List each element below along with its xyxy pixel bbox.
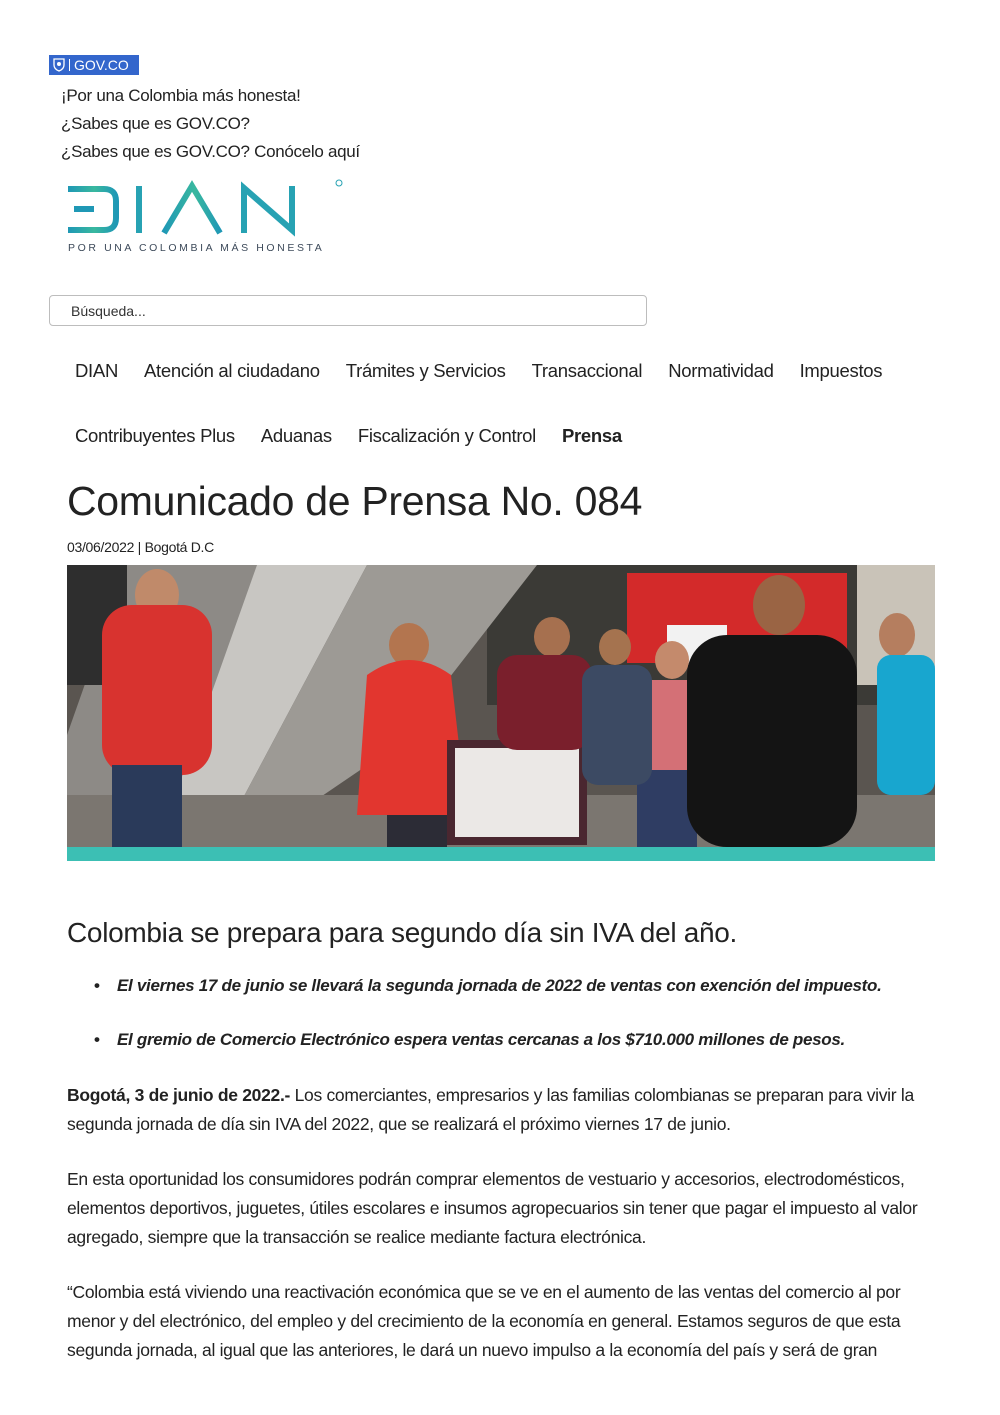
nav-item-contribuyentes-plus[interactable]: Contribuyentes Plus — [75, 425, 235, 446]
article-paragraph-1 — [67, 1081, 942, 1139]
paragraph-lead: Bogotá, 3 de junio de 2022.- — [67, 1085, 291, 1105]
nav-item-dian[interactable]: DIAN — [75, 360, 118, 381]
gov-banner-text — [61, 82, 360, 166]
nav-item-aduanas[interactable]: Aduanas — [260, 425, 332, 446]
page-title: Comunicado de Prensa No. 084 — [67, 478, 643, 524]
nav-item-fiscalizacion-control[interactable]: Fiscalización y Control — [357, 425, 536, 446]
nav-item-atencion-ciudadano[interactable]: Atención al ciudadano — [144, 360, 320, 381]
badge-separator — [69, 59, 70, 71]
nav-item-prensa[interactable]: Prensa — [561, 425, 622, 446]
nav-item-transaccional[interactable]: Transaccional — [531, 360, 643, 381]
nav-item-impuestos[interactable]: Impuestos — [799, 360, 883, 381]
hero-accent-bar — [67, 847, 935, 861]
article-dateline: 03/06/2022 | Bogotá D.C — [67, 539, 214, 555]
hero-image — [67, 565, 935, 847]
logo-tagline: POR UNA COLOMBIA MÁS HONESTA — [68, 242, 325, 254]
main-nav-row-2 — [75, 425, 648, 447]
gov-question: ¿Sabes que es GOV.CO? — [61, 114, 250, 133]
highlight-item: • El gremio de Comercio Electrónico espera ventas cercanas a los $710.000 millones de pesos. — [94, 1026, 882, 1080]
article-paragraph-3: “Colombia está viviendo una reactivación económica que se ve en el aumento de las ventas del comercio al por menor y del electrónico, del empleo y del crecimiento de la economía en general. Estamos seguros de que esta segunda jornada, al igual que las anteriores, le dará un nuevo impulso a la economía del país y será de gran — [67, 1282, 901, 1360]
article-headline: Colombia se prepara para segundo día sin IVA del año. — [67, 917, 738, 948]
paragraph-body: Los comerciantes, empresarios y las familias colombianas se preparan para vivir la segunda jornada de día sin IVA del 2022, que se realizará el próximo viernes 17 de junio. — [67, 1085, 914, 1134]
nav-item-normatividad[interactable]: Normatividad — [668, 360, 774, 381]
colombia-shield-icon — [52, 58, 66, 72]
search-input[interactable] — [49, 295, 647, 326]
highlights-list — [94, 972, 882, 1080]
highlight-item: • El viernes 17 de junio se llevará la segunda jornada de 2022 de ventas con exención del impuesto. — [94, 972, 882, 1026]
article-paragraph-2: En esta oportunidad los consumidores podrán comprar elementos de vestuario y accesorios, electrodomésticos, elementos deportivos, juguetes, útiles escolares e insumos agropecuarios sin tener que pagar el impuesto al valor agregado, siempre que la transacción se realice mediante factura electrónica. — [67, 1169, 918, 1247]
gov-co-label: GOV.CO — [74, 57, 129, 73]
gov-co-badge[interactable] — [49, 55, 139, 75]
main-nav-row-1 — [75, 360, 908, 382]
gov-slogan: ¡Por una Colombia más honesta! — [61, 86, 301, 105]
nav-item-tramites-servicios[interactable]: Trámites y Servicios — [345, 360, 506, 381]
gov-know-more-link[interactable]: ¿Sabes que es GOV.CO? Conócelo aquí — [61, 142, 360, 161]
